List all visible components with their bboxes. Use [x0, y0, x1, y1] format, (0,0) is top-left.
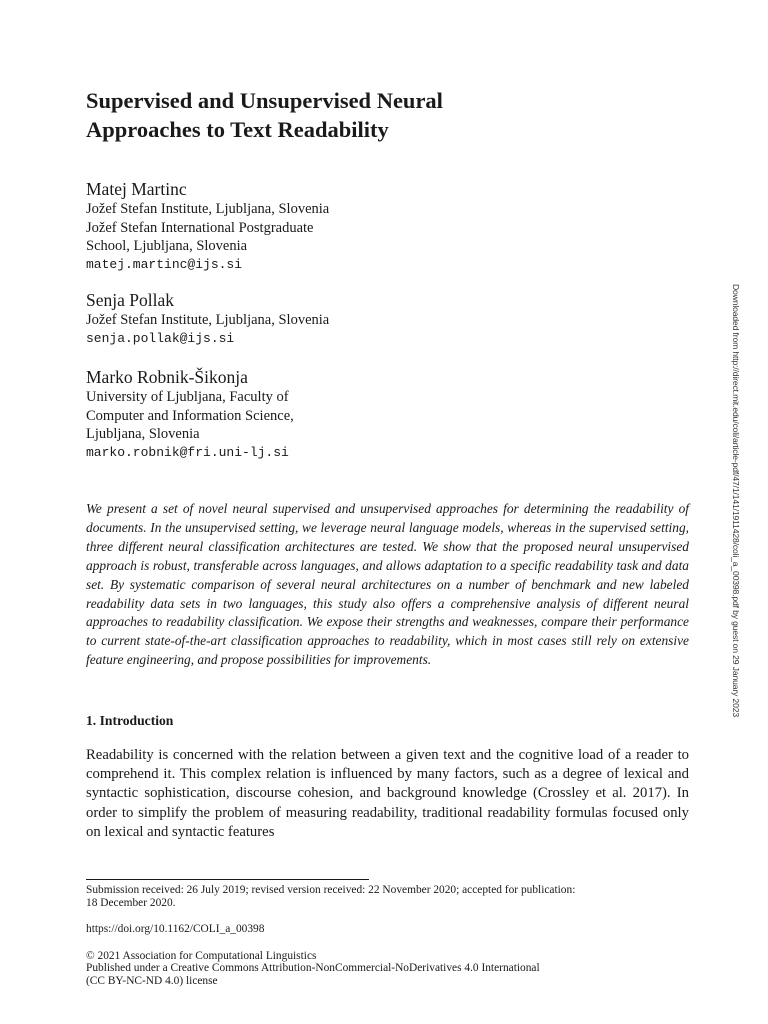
- author-affiliation-line: Jožef Stefan Institute, Ljubljana, Slovenia: [86, 312, 330, 328]
- author-block: [86, 366, 486, 462]
- author-block: [86, 289, 486, 348]
- author-affiliation-line: Jožef Stefan International Postgraduate: [86, 219, 314, 236]
- author-block: [86, 178, 486, 274]
- footnote-gap: [86, 909, 696, 923]
- paper-title: [86, 86, 646, 144]
- author-affiliation-line: University of Ljubljana, Faculty of: [86, 389, 289, 405]
- author-email[interactable]: senja.pollak@ijs.si: [86, 330, 235, 346]
- title-line-2: Approaches to Text Readability: [86, 117, 389, 142]
- title-line-1: Supervised and Unsupervised Neural: [86, 88, 443, 113]
- author-affiliation-line: Ljubljana, Slovenia: [86, 426, 200, 442]
- author-email[interactable]: marko.robnik@fri.uni-lj.si: [86, 444, 289, 460]
- author-affiliation-line: School, Ljubljana, Slovenia: [86, 238, 248, 254]
- footnotes: [86, 884, 696, 988]
- author-name: Matej Martinc: [86, 179, 187, 199]
- author-name: Marko Robnik-Šikonja: [86, 367, 248, 387]
- author-affiliation-line: Computer and Information Science,: [86, 407, 294, 424]
- license-line: Published under a Creative Commons Attribution-NonCommercial-NoDerivatives 4.0 International: [86, 962, 540, 975]
- submission-dates: Submission received: 26 July 2019; revised version received: 22 November 2020; accepted for publication:: [86, 884, 576, 896]
- author-name: Senja Pollak: [86, 290, 174, 310]
- author-email[interactable]: matej.martinc@ijs.si: [86, 256, 243, 272]
- doi-link[interactable]: https://doi.org/10.1162/COLI_a_00398: [86, 923, 265, 936]
- section-heading: 1. Introduction: [86, 713, 174, 728]
- submission-dates-continued: 18 December 2020.: [86, 896, 176, 909]
- body-paragraph: Readability is concerned with the relation between a given text and the cognitive load of a reader to comprehend it. This complex relation is influenced by many factors, such as a degree of lexical and syntactic sophistication, discourse cohesion, and background knowledge (Crossley et al. 2017). In order to simplify the problem of measuring readability, traditional readability formulas focused only on lexical and syntactic features: [86, 747, 689, 840]
- footnote-gap: [86, 936, 696, 950]
- license-line-continued: (CC BY-NC-ND 4.0) license: [86, 974, 218, 987]
- footnote-rule: [86, 879, 369, 880]
- author-affiliation-line: Jožef Stefan Institute, Ljubljana, Slovenia: [86, 201, 330, 217]
- download-watermark: Downloaded from http://direct.mit.edu/coli/article-pdf/47/1/141/1911428/coli_a_00398.pdf by guest on 29 January 2023: [731, 284, 741, 717]
- abstract: We present a set of novel neural supervised and unsupervised approaches for determining the readability of documents. In the unsupervised setting, we leverage neural language models, whereas in the supervised setting, three different neural classification architectures are tested. We show that the proposed neural unsupervised approach is robust, transferable across languages, and allows adaptation to a specific readability task and data set. By systematic comparison of several neural architectures on a number of benchmark and new labeled readability data sets in two languages, this study also offers a comprehensive analysis of different neural approaches to readability classification. We expose their strengths and weaknesses, compare their performance to current state-of-the-art classification approaches to readability, which in most cases still rely on extensive feature engineering, and propose possibilities for improvements.: [86, 501, 689, 668]
- copyright-line: © 2021 Association for Computational Linguistics: [86, 949, 317, 962]
